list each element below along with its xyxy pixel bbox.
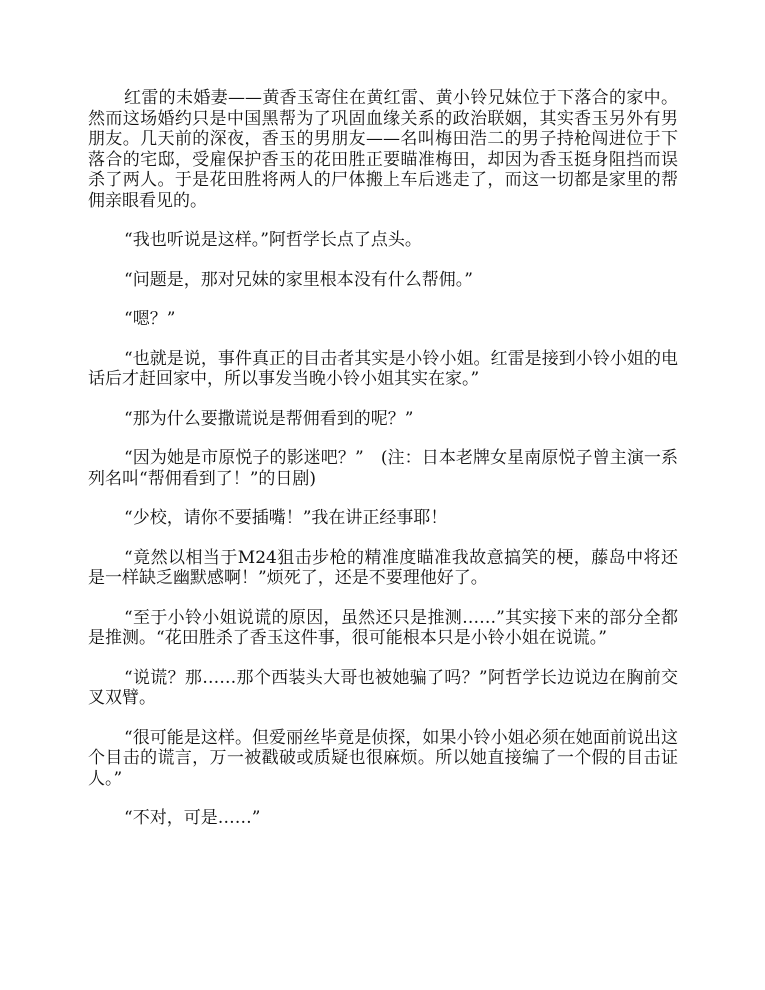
- document-page: [88, 88, 678, 848]
- paragraph-12: “很可能是这样。但爱丽丝毕竟是侦探，如果小铃小姐必须在她面前说出这个目击的谎言，万一被戳破或质疑也很麻烦。所以她直接编了一个假的目击证人。”: [88, 727, 678, 789]
- paragraph-1: 红雷的未婚妻——黄香玉寄住在黄红雷、黄小铃兄妹位于下落合的家中。然而这场婚约只是中国黑帮为了巩固血缘关系的政治联姻，其实香玉另外有男朋友。几天前的深夜，香玉的男朋友——名叫梅田浩二的男子持枪闯进位于下落合的宅邸，受雇保护香玉的花田胜正要瞄准梅田，却因为香玉挺身阻挡而误杀了两人。于是花田胜将两人的尸体搬上车后逃走了，而这一切都是家里的帮佣亲眼看见的。: [88, 88, 678, 211]
- paragraph-7: “因为她是市原悦子的影迷吧？” (注：日本老牌女星南原悦子曾主演一系列名叫“帮佣看到了！”的日剧): [88, 448, 678, 489]
- paragraph-5: “也就是说，事件真正的目击者其实是小铃小姐。红雷是接到小铃小姐的电话后才赶回家中，所以事发当晚小铃小姐其实在家。”: [88, 348, 678, 389]
- paragraph-10: “至于小铃小姐说谎的原因，虽然还只是推测……”其实接下来的部分全都是推测。“花田胜杀了香玉这件事，很可能根本只是小铃小姐在说谎。”: [88, 607, 678, 648]
- paragraph-13: “不对，可是……”: [124, 808, 261, 828]
- paragraph-6: “那为什么要撒谎说是帮佣看到的呢？”: [124, 408, 414, 429]
- paragraph-11: “说谎？那……那个西装头大哥也被她骗了吗？”阿哲学长边说边在胸前交叉双臂。: [88, 667, 678, 708]
- paragraph-4: “嗯？”: [124, 309, 176, 329]
- paragraph-8: “少校，请你不要插嘴！”我在讲正经事耶！: [124, 508, 448, 528]
- paragraph-2: “我也听说是这样。”阿哲学长点了点头。: [124, 230, 422, 250]
- paragraph-3: “问题是，那对兄妹的家里根本没有什么帮佣。”: [124, 269, 473, 290]
- paragraph-9: “竟然以相当于M24狙击步枪的精准度瞄准我故意搞笑的梗，藤岛中将还是一样缺乏幽默感啊！”烦死了，还是不要理他好了。: [88, 547, 678, 588]
